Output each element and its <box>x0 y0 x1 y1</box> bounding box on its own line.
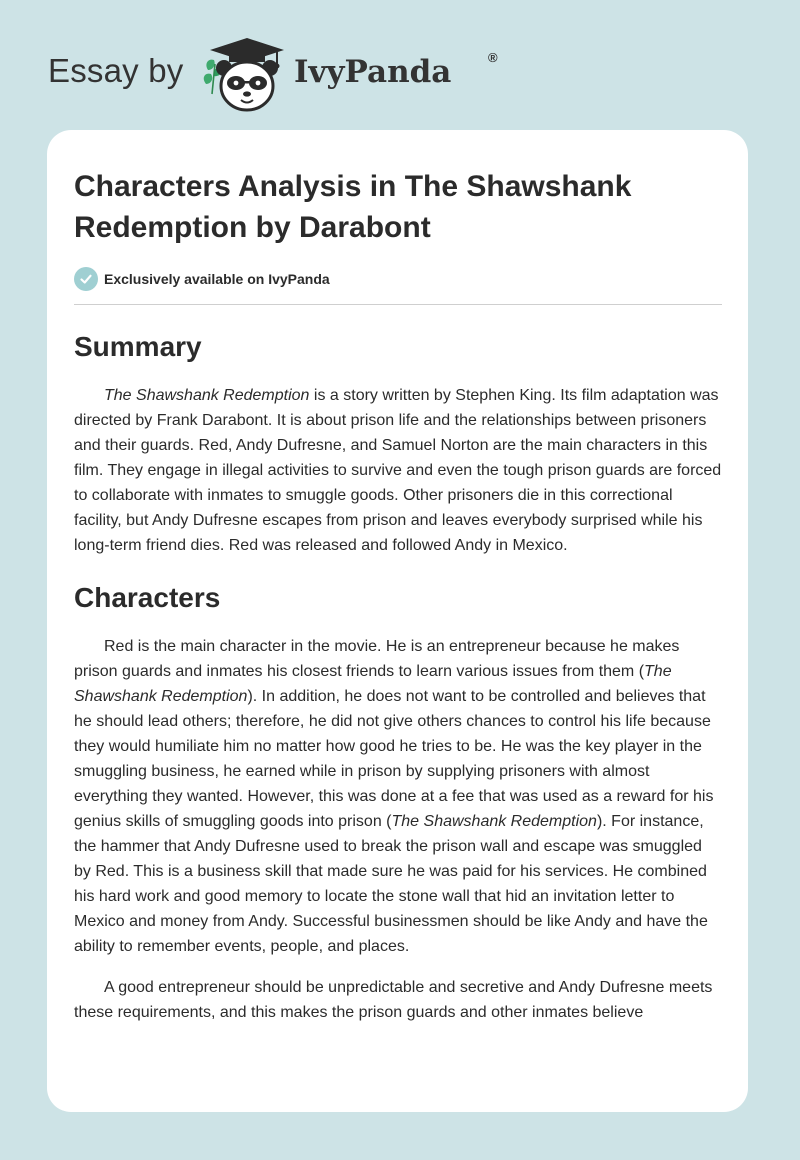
characters-paragraph-2 <box>74 975 722 1025</box>
text-run: The Shawshank Redemption <box>104 387 310 404</box>
text-run: is a story written by Stephen King. Its film adaptation was directed by Frank Darabont. It is about prison life and the relationships between prisoners and their guards. Red, Andy Dufresne, and Samuel Norton are the main characters in this film. They engage in illegal activities to survive and even the tough prison guards are forced to collaborate with inmates to smuggle goods. Other prisoners die in this correctional facility, but Andy Dufresne escapes from prison and leaves everybody surprised while his long-term friend dies. Red was released and followed Andy in Mexico. <box>74 387 722 554</box>
site-logo[interactable] <box>48 34 508 114</box>
section-heading-characters: Characters <box>74 582 221 613</box>
text-run: ). For instance, the hammer that Andy Dufresne used to break the prison wall and escape was smuggled by Red. This is a business skill that made sure he was paid for his services. He combined his hard work and good memory to locate the stone wall that hid an invitation letter to Mexico and money from Andy. Successful businessmen should be like Andy and have the ability to remember events, people, and places. <box>74 813 708 955</box>
logo-prefix: Essay by <box>48 52 184 89</box>
text-run: The Shawshank Redemption <box>391 813 597 830</box>
essay-content <box>74 130 722 1025</box>
check-icon <box>74 267 98 291</box>
text-run: A good entrepreneur should be unpredictable and secretive and Andy Dufresne meets these requirements, and this makes the prison guards and other inmates believe <box>74 979 713 1021</box>
exclusive-badge <box>74 266 722 292</box>
logo-registered-mark: ® <box>488 50 498 65</box>
text-run: ). In addition, he does not want to be controlled and believes that he should lead others; therefore, he did not give others chances to control his life because they would humiliate him no matter how good he tries to be. He was the key player in the smuggling business, he earned while in prison by supplying prisoners with almost everything they wanted. However, this was done at a fee that was used as a reward for his genius skills of smuggling goods into prison ( <box>74 688 714 830</box>
title-divider <box>74 304 722 305</box>
essay-card <box>47 130 748 1112</box>
characters-paragraph-1 <box>74 634 722 959</box>
summary-paragraph <box>74 383 722 558</box>
text-run: Red is the main character in the movie. He is an entrepreneur because he makes prison guards and inmates his closest friends to learn various issues from them ( <box>74 638 680 680</box>
section-heading-summary: Summary <box>74 331 202 362</box>
exclusive-badge-text: Exclusively available on IvyPanda <box>104 271 330 287</box>
logo-brand-name: IvyPanda <box>294 54 452 90</box>
essay-title: Characters Analysis in The Shawshank Redemption by Darabont <box>74 170 632 244</box>
panda-logo-icon <box>202 34 292 114</box>
text-run: The Shawshank Redemption <box>74 663 672 705</box>
